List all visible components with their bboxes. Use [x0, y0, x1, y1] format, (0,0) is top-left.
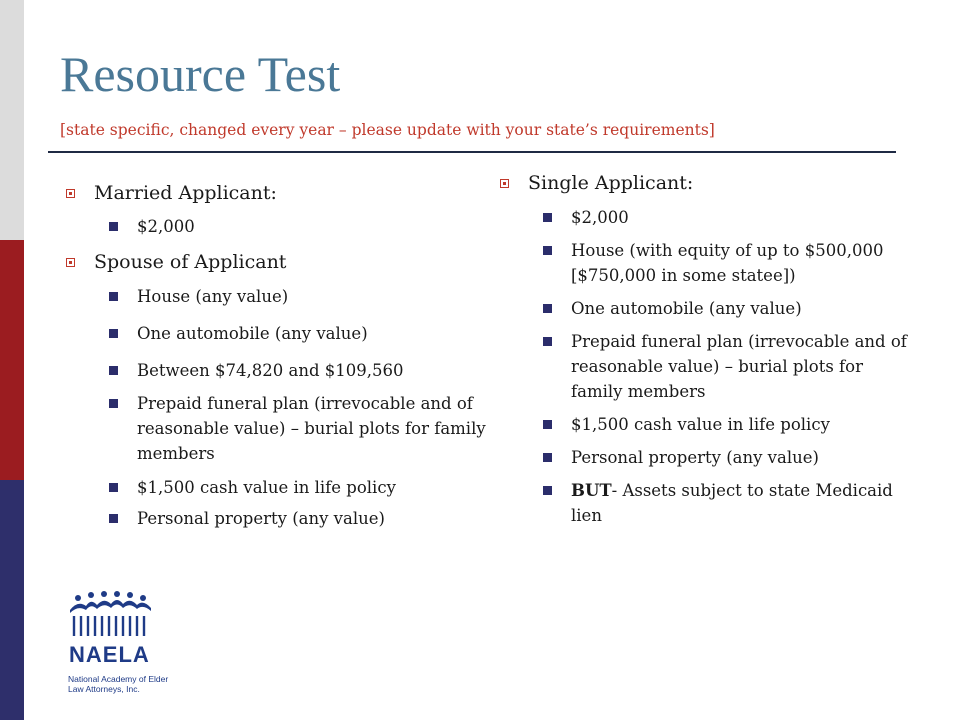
sub-bullet-text: House (any value)	[137, 287, 289, 306]
sub-bullet	[66, 284, 486, 309]
bullet-label: Spouse of Applicant	[94, 251, 287, 273]
title-divider	[48, 151, 896, 153]
sub-bullet-text: $2,000	[137, 217, 195, 236]
bullet-married-applicant	[66, 180, 486, 206]
sub-bullet	[66, 321, 486, 346]
logo-tagline: National Academy of Elder Law Attorneys, Inc.	[68, 674, 169, 694]
square-bullet-icon	[543, 304, 552, 313]
bullet-label: Single Applicant:	[528, 172, 694, 194]
square-bullet-icon	[543, 337, 552, 346]
bullet-single-applicant	[500, 170, 910, 196]
square-bullet-icon	[109, 222, 118, 231]
sub-bullet-text: Personal property (any value)	[137, 509, 385, 528]
slide-title: Resource Test	[60, 46, 341, 102]
sub-bullet	[500, 238, 910, 288]
square-bullet-icon	[543, 420, 552, 429]
sub-bullet	[500, 478, 910, 528]
sub-bullet	[500, 296, 910, 321]
sub-bullet	[66, 506, 486, 531]
sub-bullet	[500, 329, 910, 404]
square-bullet-icon	[109, 483, 118, 492]
square-bullet-icon	[66, 189, 75, 198]
sub-bullet-text: One automobile (any value)	[571, 299, 802, 318]
sub-bullet	[500, 445, 910, 470]
sub-bullet-text: Prepaid funeral plan (irrevocable and of reasonable value) – burial plots for family members	[571, 332, 907, 401]
slide-subtitle: [state specific, changed every year – please update with your state’s requirements]	[60, 121, 715, 139]
square-bullet-icon	[109, 399, 118, 408]
sub-bullet	[66, 475, 486, 500]
square-bullet-icon	[109, 329, 118, 338]
sub-bullet	[66, 358, 486, 383]
bullet-label: Married Applicant:	[94, 182, 277, 204]
square-bullet-icon	[543, 486, 552, 495]
sub-bullet	[66, 391, 486, 466]
sub-bullet-bold-text: BUT	[571, 481, 612, 500]
sidebar-band-navy	[0, 480, 24, 720]
decorative-sidebar	[0, 0, 24, 720]
square-bullet-icon	[500, 179, 509, 188]
square-bullet-icon	[109, 366, 118, 375]
right-column	[500, 170, 910, 528]
left-column	[66, 180, 486, 531]
logo-wordmark: NAELA	[69, 642, 150, 667]
logo-columns-icon	[74, 616, 144, 636]
square-bullet-icon	[66, 258, 75, 267]
sub-bullet-text: $1,500 cash value in life policy	[571, 415, 830, 434]
sub-bullet-text: Prepaid funeral plan (irrevocable and of reasonable value) – burial plots for family members	[137, 394, 486, 463]
square-bullet-icon	[543, 453, 552, 462]
sub-bullet	[66, 214, 486, 239]
sub-bullet-text: Personal property (any value)	[571, 448, 819, 467]
sub-bullet-text: House (with equity of up to $500,000 [$750,000 in some statee])	[571, 241, 884, 285]
sidebar-band-grey	[0, 0, 24, 240]
square-bullet-icon	[543, 213, 552, 222]
sub-bullet-text: - Assets subject to state Medicaid lien	[571, 481, 893, 525]
sub-bullet-text: One automobile (any value)	[137, 324, 368, 343]
sub-bullet	[500, 412, 910, 437]
sub-bullet-text: $1,500 cash value in life policy	[137, 478, 396, 497]
logo-figures-icon	[70, 591, 151, 613]
sidebar-band-red	[0, 240, 24, 480]
sub-bullet-text: Between $74,820 and $109,560	[137, 361, 404, 380]
sub-bullet-text: $2,000	[571, 208, 629, 227]
square-bullet-icon	[543, 246, 552, 255]
square-bullet-icon	[109, 514, 118, 523]
square-bullet-icon	[109, 292, 118, 301]
bullet-spouse-of-applicant	[66, 249, 486, 275]
sub-bullet	[500, 205, 910, 230]
